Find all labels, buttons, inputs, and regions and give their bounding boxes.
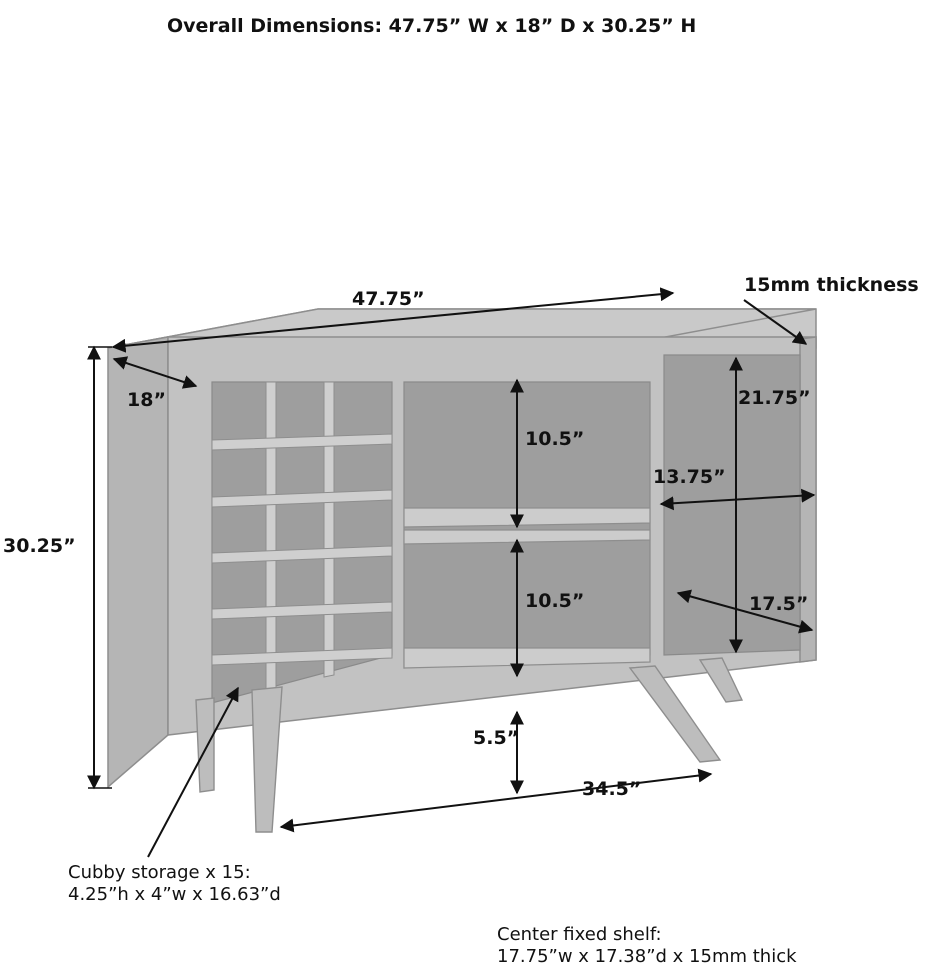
dim-upper-opening: 10.5” <box>525 428 585 450</box>
dim-leg-height: 5.5” <box>473 727 520 749</box>
cabinet-illustration <box>108 309 816 832</box>
center-shelf-note-line1: Center fixed shelf: <box>497 924 662 945</box>
leg-rear-left <box>196 698 214 792</box>
dim-thickness-note: 15mm thickness <box>744 274 919 296</box>
center-fixed-shelf <box>404 508 650 527</box>
leg-front-left <box>252 687 282 832</box>
page-title: Overall Dimensions: 47.75” W x 18” D x 30.25” H <box>167 15 697 37</box>
dim-width-top: 47.75” <box>352 288 425 310</box>
dim-leg-span: 34.5” <box>582 778 642 800</box>
dim-height-overall: 30.25” <box>3 535 76 557</box>
cubby-storage-note-line1: Cubby storage x 15: <box>68 862 251 883</box>
dim-cabinet-width: 13.75” <box>653 466 726 488</box>
leg-front-right <box>630 666 720 762</box>
dim-lower-opening: 10.5” <box>525 590 585 612</box>
dim-depth: 18” <box>127 389 166 411</box>
cubby-storage-note-line2: 4.25”h x 4”w x 16.63”d <box>68 884 281 905</box>
dim-interior-depth: 17.5” <box>749 593 809 615</box>
center-shelf-note-line2: 17.75”w x 17.38”d x 15mm thick <box>497 946 797 967</box>
dimline-leg-span <box>281 774 711 827</box>
dim-cabinet-height: 21.75” <box>738 387 811 409</box>
